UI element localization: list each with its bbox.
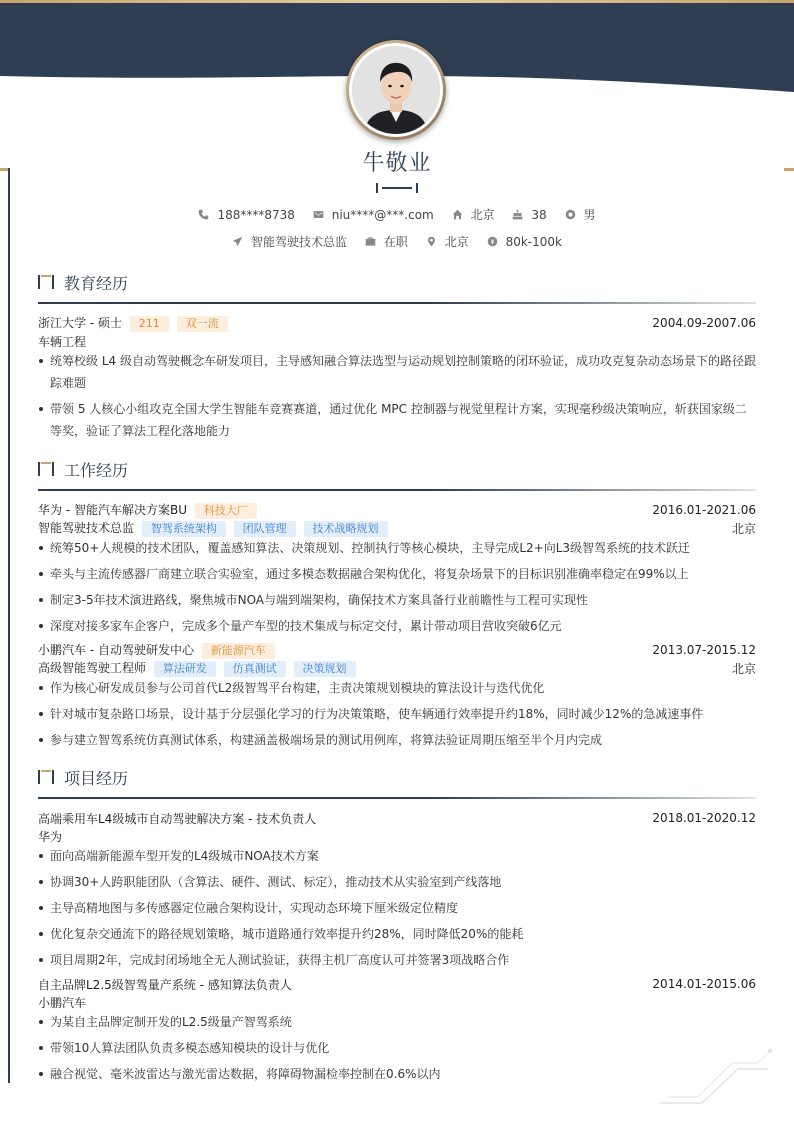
section-title: 项目经历 <box>64 768 129 788</box>
list-item: 制定3-5年技术演进路线，聚焦城市NOA与端到端架构，确保技术方案具备行业前瞻性与工程可实现性 <box>38 589 756 611</box>
project-bullets <box>38 1011 756 1085</box>
job-bullets <box>38 677 756 751</box>
job-role-row <box>38 519 756 537</box>
education-section <box>38 270 756 446</box>
major-row <box>38 332 756 350</box>
list-item: 面向高端新能源车型开发的L4级城市NOA技术方案 <box>38 845 756 867</box>
top-gold-line <box>0 0 794 3</box>
contact-row <box>0 206 794 223</box>
mail-icon <box>313 209 324 220</box>
left-border <box>8 168 10 1083</box>
name-divider <box>376 183 418 193</box>
education-bullets <box>38 350 756 442</box>
role-tag: 团队管理 <box>234 521 296 537</box>
corner-decoration <box>658 1049 776 1105</box>
list-item: 深度对接多家车企客户，完成多个量产车型的技术集成与标定交付，累计带动项目营收突破6亿元 <box>38 615 756 637</box>
project-name: 自主品牌L2.5级智驾量产系统 - 感知算法负责人 <box>38 977 292 992</box>
age-text: 38 <box>531 207 547 222</box>
role-tag: 仿真测试 <box>224 661 286 677</box>
job-header <box>38 641 756 659</box>
list-item: 优化复杂交通流下的路径规划策略，城市道路通行效率提升约28%，同时降低20%的能耗 <box>38 923 756 945</box>
project-name: 高端乘用车L4级城市自动驾驶解决方案 - 技术负责人 <box>38 811 317 826</box>
job-location: 北京 <box>731 661 756 676</box>
list-item: 带领 5 人核心小组攻克全国大学生智能车竞赛赛道，通过优化 MPC 控制器与视觉里程计方案，实现毫秒级决策响应，斩获国家级二等奖，验证了算法工程化落地能力 <box>38 398 756 442</box>
list-item: 作为核心研发成员参与公司首代L2级智驾平台构建，主责决策规划模块的算法设计与迭代优化 <box>38 677 756 699</box>
projects-section <box>38 765 756 1089</box>
list-item: 针对城市复杂路口场景，设计基于分层强化学习的行为决策策略，使车辆通行效率提升约18%，同时减少12%的急减速事件 <box>38 703 756 725</box>
salary-text: 80k-100k <box>505 234 562 249</box>
salary-item <box>487 235 562 249</box>
section-mark-icon <box>38 462 56 476</box>
list-item: 统筹校级 L4 级自动驾驶概念车研发项目，主导感知融合算法选型与运动规划控制策略的闭环验证，成功攻克复杂动态场景下的路径跟踪难题 <box>38 350 756 394</box>
school-name: 浙江大学 - 硕士 <box>38 316 122 330</box>
project-header <box>38 809 756 827</box>
email-item <box>313 208 434 222</box>
status-item <box>365 233 408 250</box>
gender-text: 男 <box>583 208 596 222</box>
home-icon <box>452 209 463 220</box>
job-role-row <box>38 659 756 677</box>
role-tag: 决策规划 <box>294 661 356 677</box>
project-org: 华为 <box>38 829 63 844</box>
education-header <box>38 314 756 332</box>
project-header <box>38 975 756 993</box>
job-role: 高级智能驾驶工程师 <box>38 661 147 675</box>
position-item <box>232 233 347 250</box>
company-name: 小鹏汽车 - 自动驾驶研发中心 <box>38 643 194 657</box>
avatar <box>352 46 440 134</box>
education-date: 2004.09-2007.06 <box>652 316 756 330</box>
list-item: 统筹50+人规模的技术团队，覆盖感知算法、决策规划、控制执行等核心模块，主导完成L2+向L3级智驾系统的技术跃迁 <box>38 537 756 559</box>
list-item: 为某自主品牌定制开发的L2.5级量产智驾系统 <box>38 1011 756 1033</box>
list-item: 项目周期2年，完成封闭场地全无人测试验证，获得主机厂高度认可并签署3项战略合作 <box>38 949 756 971</box>
company-name: 华为 - 智能汽车解决方案BU <box>38 503 187 517</box>
list-item: 牵头与主流传感器厂商建立联合实验室，通过多模态数据融合架构优化，将复杂场景下的目标识别准确率稳定在99%以上 <box>38 563 756 585</box>
position-text: 智能驾驶技术总监 <box>251 235 348 249</box>
phone-text: 188****8738 <box>217 207 295 222</box>
company-tag: 新能源汽车 <box>202 643 275 659</box>
city-text: 北京 <box>470 208 495 222</box>
project-org-row <box>38 827 756 845</box>
status-text: 在职 <box>383 235 408 249</box>
job-header <box>38 501 756 519</box>
project-date: 2018.01-2020.12 <box>652 811 756 825</box>
section-header <box>38 765 756 789</box>
list-item: 带领10人算法团队负责多模态感知模块的设计与优化 <box>38 1037 756 1059</box>
age-item <box>512 208 546 222</box>
job-date: 2013.07-2015.12 <box>652 643 756 657</box>
work-section <box>38 457 756 755</box>
major: 车辆工程 <box>38 334 87 349</box>
section-title: 工作经历 <box>64 460 129 480</box>
section-header <box>38 457 756 481</box>
section-mark-icon <box>38 275 56 289</box>
location-icon <box>426 236 437 247</box>
list-item: 融合视觉、毫米波雷达与激光雷达数据，将障碍物漏检率控制在0.6%以内 <box>38 1063 756 1085</box>
school-tag: 211 <box>130 316 169 332</box>
gender-icon <box>565 209 576 220</box>
project-bullets <box>38 845 756 971</box>
money-icon <box>487 236 498 247</box>
school-tag: 双一流 <box>177 316 228 332</box>
job-role: 智能驾驶技术总监 <box>38 521 135 535</box>
company-tag: 科技大厂 <box>195 503 257 519</box>
cake-icon <box>512 209 523 220</box>
section-header <box>38 270 756 294</box>
target-city-text: 北京 <box>444 235 469 249</box>
briefcase-icon <box>365 236 376 247</box>
section-title: 教育经历 <box>64 273 129 293</box>
job-date: 2016.01-2021.06 <box>652 503 756 517</box>
email-text: niu****@***.com <box>331 207 434 222</box>
list-item: 参与建立智驾系统仿真测试体系，构建涵盖极端场景的测试用例库，将算法验证周期压缩至半个月内完成 <box>38 729 756 751</box>
project-org: 小鹏汽车 <box>38 995 87 1010</box>
section-mark-icon <box>38 770 56 784</box>
list-item: 协调30+人跨职能团队（含算法、硬件、测试、标定），推动技术从实验室到产线落地 <box>38 871 756 893</box>
city-item <box>452 206 495 223</box>
phone-icon <box>198 209 209 220</box>
avatar-frame <box>346 40 446 140</box>
role-tag: 智驾系统架构 <box>142 521 226 537</box>
phone-item <box>198 208 294 222</box>
target-city-item <box>426 233 469 250</box>
job-bullets <box>38 537 756 637</box>
job-location: 北京 <box>731 521 756 536</box>
send-icon <box>232 236 243 247</box>
list-item: 主导高精地图与多传感器定位融合架构设计，实现动态环境下厘米级定位精度 <box>38 897 756 919</box>
gender-item <box>565 206 596 223</box>
candidate-name: 牛敬业 <box>362 151 432 176</box>
project-date: 2014.01-2015.06 <box>652 977 756 991</box>
role-tag: 算法研发 <box>154 661 216 677</box>
role-tag: 技术战略规划 <box>304 521 388 537</box>
project-org-row <box>38 993 756 1011</box>
job-intent-row <box>0 233 794 250</box>
